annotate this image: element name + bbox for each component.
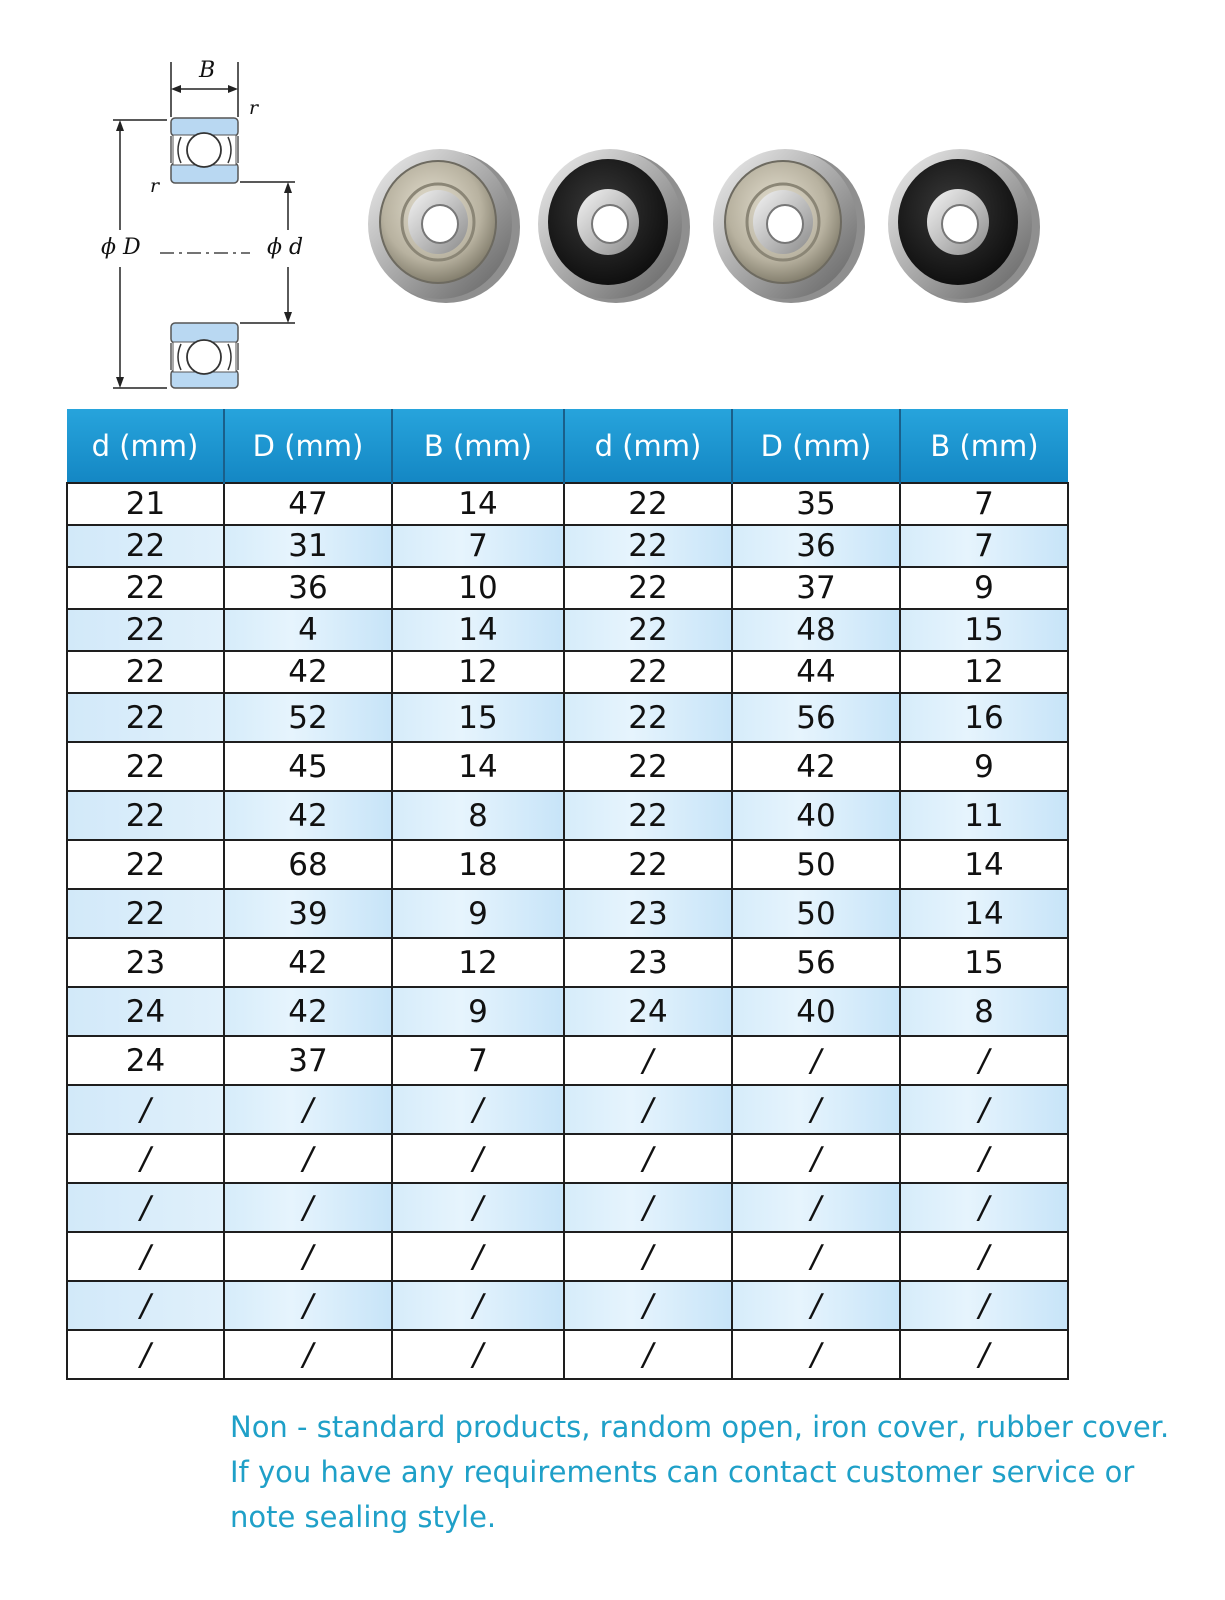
- label-radius-top: r: [249, 97, 259, 119]
- table-cell: 22: [67, 693, 224, 742]
- header-inner-diameter: d (mm): [67, 409, 224, 483]
- table-row: [67, 1183, 1068, 1232]
- table-cell: /: [224, 1183, 392, 1232]
- table-cell: /: [224, 1232, 392, 1281]
- table-cell: 37: [732, 567, 900, 609]
- table-cell: 50: [732, 840, 900, 889]
- table-cell: 22: [67, 609, 224, 651]
- table-cell: 15: [392, 693, 564, 742]
- table-cell: /: [564, 1085, 732, 1134]
- table-row: [67, 1036, 1068, 1085]
- table-row: [67, 1134, 1068, 1183]
- header-outer-diameter: D (mm): [732, 409, 900, 483]
- table-cell: 9: [900, 742, 1068, 791]
- table-cell: /: [67, 1085, 224, 1134]
- table-cell: 15: [900, 609, 1068, 651]
- table-cell: 22: [564, 651, 732, 693]
- cross-section-drawing: [95, 55, 335, 405]
- table-cell: /: [392, 1232, 564, 1281]
- table-cell: 22: [67, 840, 224, 889]
- label-outer-diameter: ϕ D: [101, 235, 141, 260]
- table-cell: 45: [224, 742, 392, 791]
- table-cell: 18: [392, 840, 564, 889]
- table-cell: 22: [564, 609, 732, 651]
- table-cell: 9: [392, 987, 564, 1036]
- table-row: [67, 987, 1068, 1036]
- table-cell: /: [392, 1281, 564, 1330]
- table-cell: 37: [224, 1036, 392, 1085]
- table-cell: /: [67, 1330, 224, 1379]
- table-cell: 12: [392, 651, 564, 693]
- table-row: [67, 609, 1068, 651]
- table-cell: 4: [224, 609, 392, 651]
- table-cell: 15: [900, 938, 1068, 987]
- bearing-photos: [360, 140, 1080, 320]
- table-row: [67, 742, 1068, 791]
- table-cell: /: [392, 1183, 564, 1232]
- table-cell: 22: [67, 567, 224, 609]
- non-standard-products-note: Non - standard products, random open, iron cover, rubber cover. If you have any requirements can contact customer service or note sealing style.: [230, 1410, 1170, 1534]
- table-row: [67, 889, 1068, 938]
- table-cell: 40: [732, 987, 900, 1036]
- table-cell: 31: [224, 525, 392, 567]
- table-cell: 42: [224, 987, 392, 1036]
- table-cell: 22: [564, 525, 732, 567]
- table-cell: 16: [900, 693, 1068, 742]
- table-cell: /: [564, 1232, 732, 1281]
- table-cell: 9: [900, 567, 1068, 609]
- table-cell: /: [67, 1134, 224, 1183]
- header-width: B (mm): [392, 409, 564, 483]
- table-cell: /: [564, 1330, 732, 1379]
- table-cell: /: [564, 1036, 732, 1085]
- table-cell: 7: [392, 1036, 564, 1085]
- table-cell: /: [900, 1232, 1068, 1281]
- table-cell: /: [392, 1330, 564, 1379]
- table-cell: /: [732, 1281, 900, 1330]
- table-cell: 36: [732, 525, 900, 567]
- table-cell: /: [224, 1085, 392, 1134]
- table-cell: 14: [392, 609, 564, 651]
- table-cell: 14: [392, 742, 564, 791]
- label-width-b: B: [199, 58, 216, 83]
- header-outer-diameter: D (mm): [224, 409, 392, 483]
- table-cell: 22: [564, 742, 732, 791]
- table-cell: /: [900, 1281, 1068, 1330]
- header-width: B (mm): [900, 409, 1068, 483]
- table-cell: 36: [224, 567, 392, 609]
- table-cell: 23: [67, 938, 224, 987]
- table-row: [67, 1085, 1068, 1134]
- table-cell: 48: [732, 609, 900, 651]
- table-cell: 12: [392, 938, 564, 987]
- table-cell: 9: [392, 889, 564, 938]
- table-cell: 42: [224, 938, 392, 987]
- table-cell: 24: [67, 1036, 224, 1085]
- table-cell: 23: [564, 889, 732, 938]
- table-cell: 8: [392, 791, 564, 840]
- table-cell: 22: [564, 791, 732, 840]
- table-row: [67, 840, 1068, 889]
- table-cell: 22: [67, 889, 224, 938]
- table-cell: 8: [900, 987, 1068, 1036]
- table-cell: /: [732, 1183, 900, 1232]
- table-cell: 42: [224, 791, 392, 840]
- table-cell: /: [900, 1085, 1068, 1134]
- table-row: [67, 483, 1068, 525]
- table-cell: 14: [392, 483, 564, 525]
- header-inner-diameter: d (mm): [564, 409, 732, 483]
- table-row: [67, 938, 1068, 987]
- table-cell: /: [392, 1085, 564, 1134]
- table-cell: /: [224, 1330, 392, 1379]
- table-cell: 22: [564, 693, 732, 742]
- table-cell: 22: [564, 567, 732, 609]
- label-radius-left: r: [150, 175, 160, 197]
- table-cell: /: [564, 1281, 732, 1330]
- table-cell: 40: [732, 791, 900, 840]
- table-cell: 24: [67, 987, 224, 1036]
- table-cell: 52: [224, 693, 392, 742]
- table-cell: /: [732, 1232, 900, 1281]
- table-cell: /: [900, 1183, 1068, 1232]
- table-cell: 22: [67, 791, 224, 840]
- table-row: [67, 525, 1068, 567]
- table-body: [67, 483, 1068, 1379]
- table-cell: /: [900, 1330, 1068, 1379]
- table-cell: 24: [564, 987, 732, 1036]
- table-cell: 39: [224, 889, 392, 938]
- table-cell: 10: [392, 567, 564, 609]
- table-cell: 47: [224, 483, 392, 525]
- table-cell: /: [564, 1134, 732, 1183]
- table-header-row: [67, 409, 1068, 483]
- table-cell: 22: [564, 840, 732, 889]
- table-cell: /: [392, 1134, 564, 1183]
- table-row: [67, 567, 1068, 609]
- bearing-size-table: [66, 409, 1069, 1380]
- table-cell: 14: [900, 840, 1068, 889]
- table-cell: 23: [564, 938, 732, 987]
- table-cell: /: [224, 1134, 392, 1183]
- bearing-cross-section-diagram: [95, 55, 335, 405]
- table-cell: 14: [900, 889, 1068, 938]
- table-cell: 35: [732, 483, 900, 525]
- table-cell: 22: [67, 742, 224, 791]
- table-cell: /: [224, 1281, 392, 1330]
- table-cell: 50: [732, 889, 900, 938]
- table-cell: /: [900, 1134, 1068, 1183]
- table-cell: 12: [900, 651, 1068, 693]
- table-cell: 42: [732, 742, 900, 791]
- table-cell: 56: [732, 938, 900, 987]
- table-cell: 21: [67, 483, 224, 525]
- table-cell: 7: [900, 483, 1068, 525]
- table-cell: /: [67, 1232, 224, 1281]
- table-cell: 7: [392, 525, 564, 567]
- table-cell: /: [732, 1134, 900, 1183]
- table-cell: /: [67, 1281, 224, 1330]
- table-cell: 68: [224, 840, 392, 889]
- metal-shield-bearing-photo: [360, 140, 525, 310]
- table-cell: /: [732, 1085, 900, 1134]
- table-cell: /: [900, 1036, 1068, 1085]
- table-row: [67, 693, 1068, 742]
- table-row: [67, 1281, 1068, 1330]
- table-cell: 22: [564, 483, 732, 525]
- label-inner-diameter: ϕ d: [267, 235, 304, 260]
- table-row: [67, 1330, 1068, 1379]
- table-row: [67, 791, 1068, 840]
- table-cell: /: [564, 1183, 732, 1232]
- table-cell: /: [732, 1330, 900, 1379]
- table-cell: 56: [732, 693, 900, 742]
- table-cell: /: [732, 1036, 900, 1085]
- rubber-seal-bearing-photo: [880, 140, 1045, 310]
- metal-shield-bearing-photo: [705, 140, 870, 310]
- table-cell: 42: [224, 651, 392, 693]
- table-row: [67, 1232, 1068, 1281]
- table-cell: 44: [732, 651, 900, 693]
- table-row: [67, 651, 1068, 693]
- table-cell: /: [67, 1183, 224, 1232]
- table-cell: 22: [67, 651, 224, 693]
- table-cell: 7: [900, 525, 1068, 567]
- table-cell: 11: [900, 791, 1068, 840]
- table-cell: 22: [67, 525, 224, 567]
- rubber-seal-bearing-photo: [530, 140, 695, 310]
